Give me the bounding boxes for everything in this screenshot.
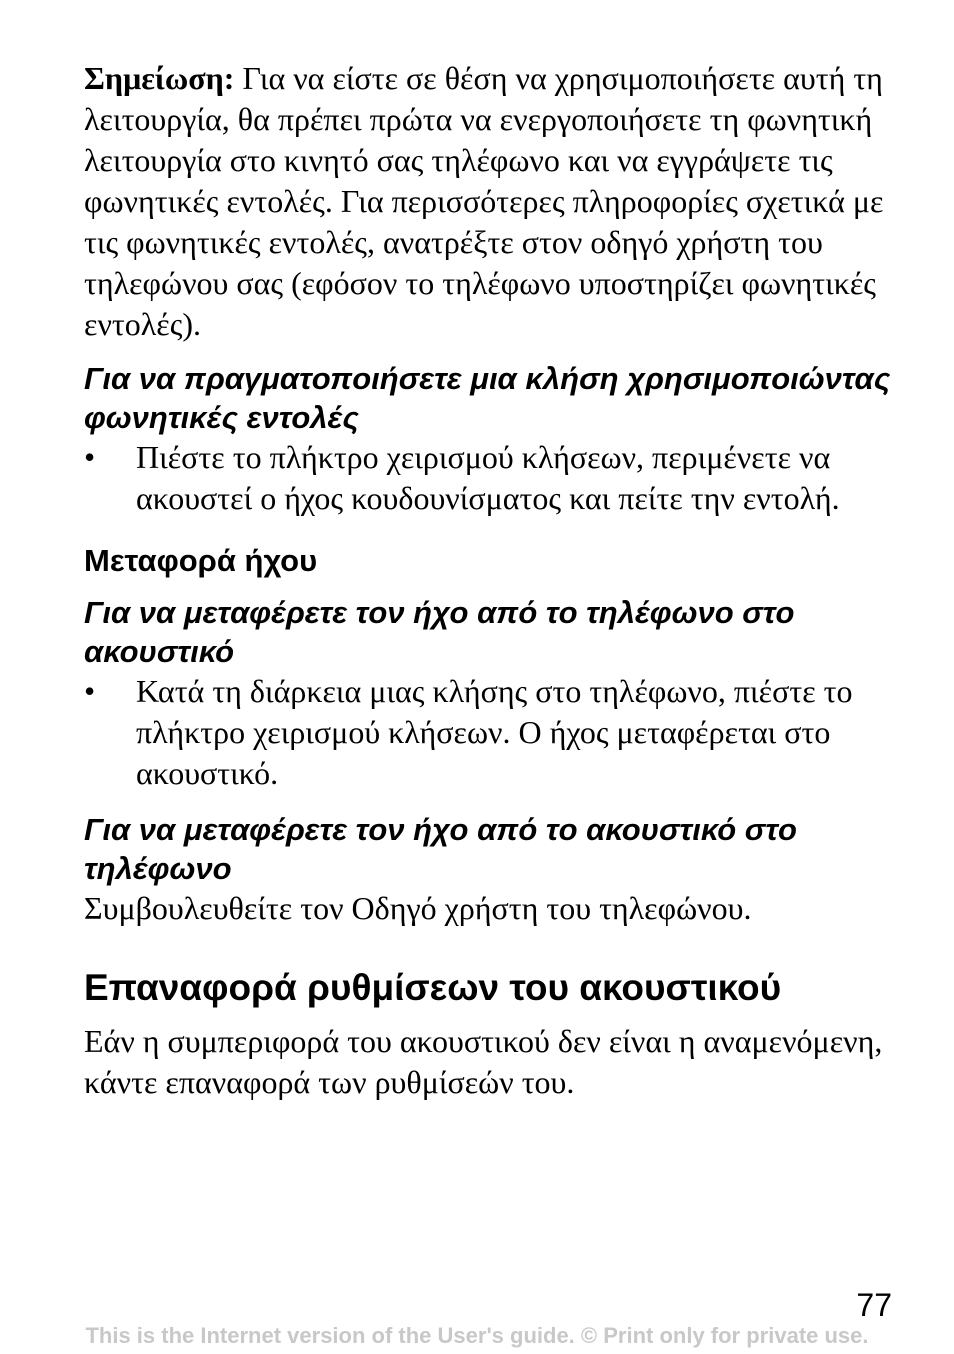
note-text: Για να είστε σε θέση να χρησιμοποιήσετε αυτή τη λειτουργία, θα πρέπει πρώτα να ενεργοποιήσετε τη φωνητική λειτουργία στο κινητό σας τηλέφωνο και να εγγράψετε τις φωνητικές εντολές. Για περισσότερες πληροφορίες σχετικά με τις φωνητικές εντολές, ανατρέξτε στον οδηγό χρήστη του τηλεφώνου σας (εφόσον το τηλέφωνο υποστηρίζει φωνητικές εντολές). [84,60,884,342]
footer-notice: This is the Internet version of the User's guide. © Print only for private use. [85,1323,869,1348]
bullet-icon: • [84,439,96,475]
manual-page [84,58,894,1103]
transfer-to-headset-step [84,671,894,794]
voice-call-title: Για να πραγματοποιήσετε μια κλήση χρησιμοποιώντας φωνητικές εντολές [84,361,891,435]
note-label: Σημείωση: [84,60,235,96]
reset-heading: Επαναφορά ρυθμίσεων του ακουστικού [84,967,782,1008]
transfer-to-phone-title: Για να μεταφέρετε τον ήχο από το ακουστικό στο τηλέφωνο [84,812,797,886]
voice-call-step [84,437,894,519]
transfer-to-phone-text: Συμβουλευθείτε τον Οδηγό χρήστη του τηλεφώνου. [84,890,752,926]
note-paragraph [84,58,894,345]
transfer-to-headset-step-text: Κατά τη διάρκεια μιας κλήσης στο τηλέφωνο, πιέστε το πλήκτρο χειρισμού κλήσεων. Ο ήχος μεταφέρεται στο ακουστικό. [136,673,853,791]
bullet-icon: • [84,673,96,709]
transfer-to-headset-title: Για να μεταφέρετε τον ήχο από το τηλέφωνο στο ακουστικό [84,595,795,669]
transfer-to-headset-steps [84,671,894,794]
audio-transfer-heading: Μεταφορά ήχου [84,543,318,578]
reset-text: Εάν η συμπεριφορά του ακουστικού δεν είναι η αναμενόμενη, κάντε επαναφορά των ρυθμίσεών του. [84,1023,883,1100]
voice-call-steps [84,437,894,519]
page-number: 77 [856,1287,892,1323]
voice-call-step-text: Πιέστε το πλήκτρο χειρισμού κλήσεων, περιμένετε να ακουστεί ο ήχος κουδουνίσματος και πείτε την εντολή. [136,439,840,516]
